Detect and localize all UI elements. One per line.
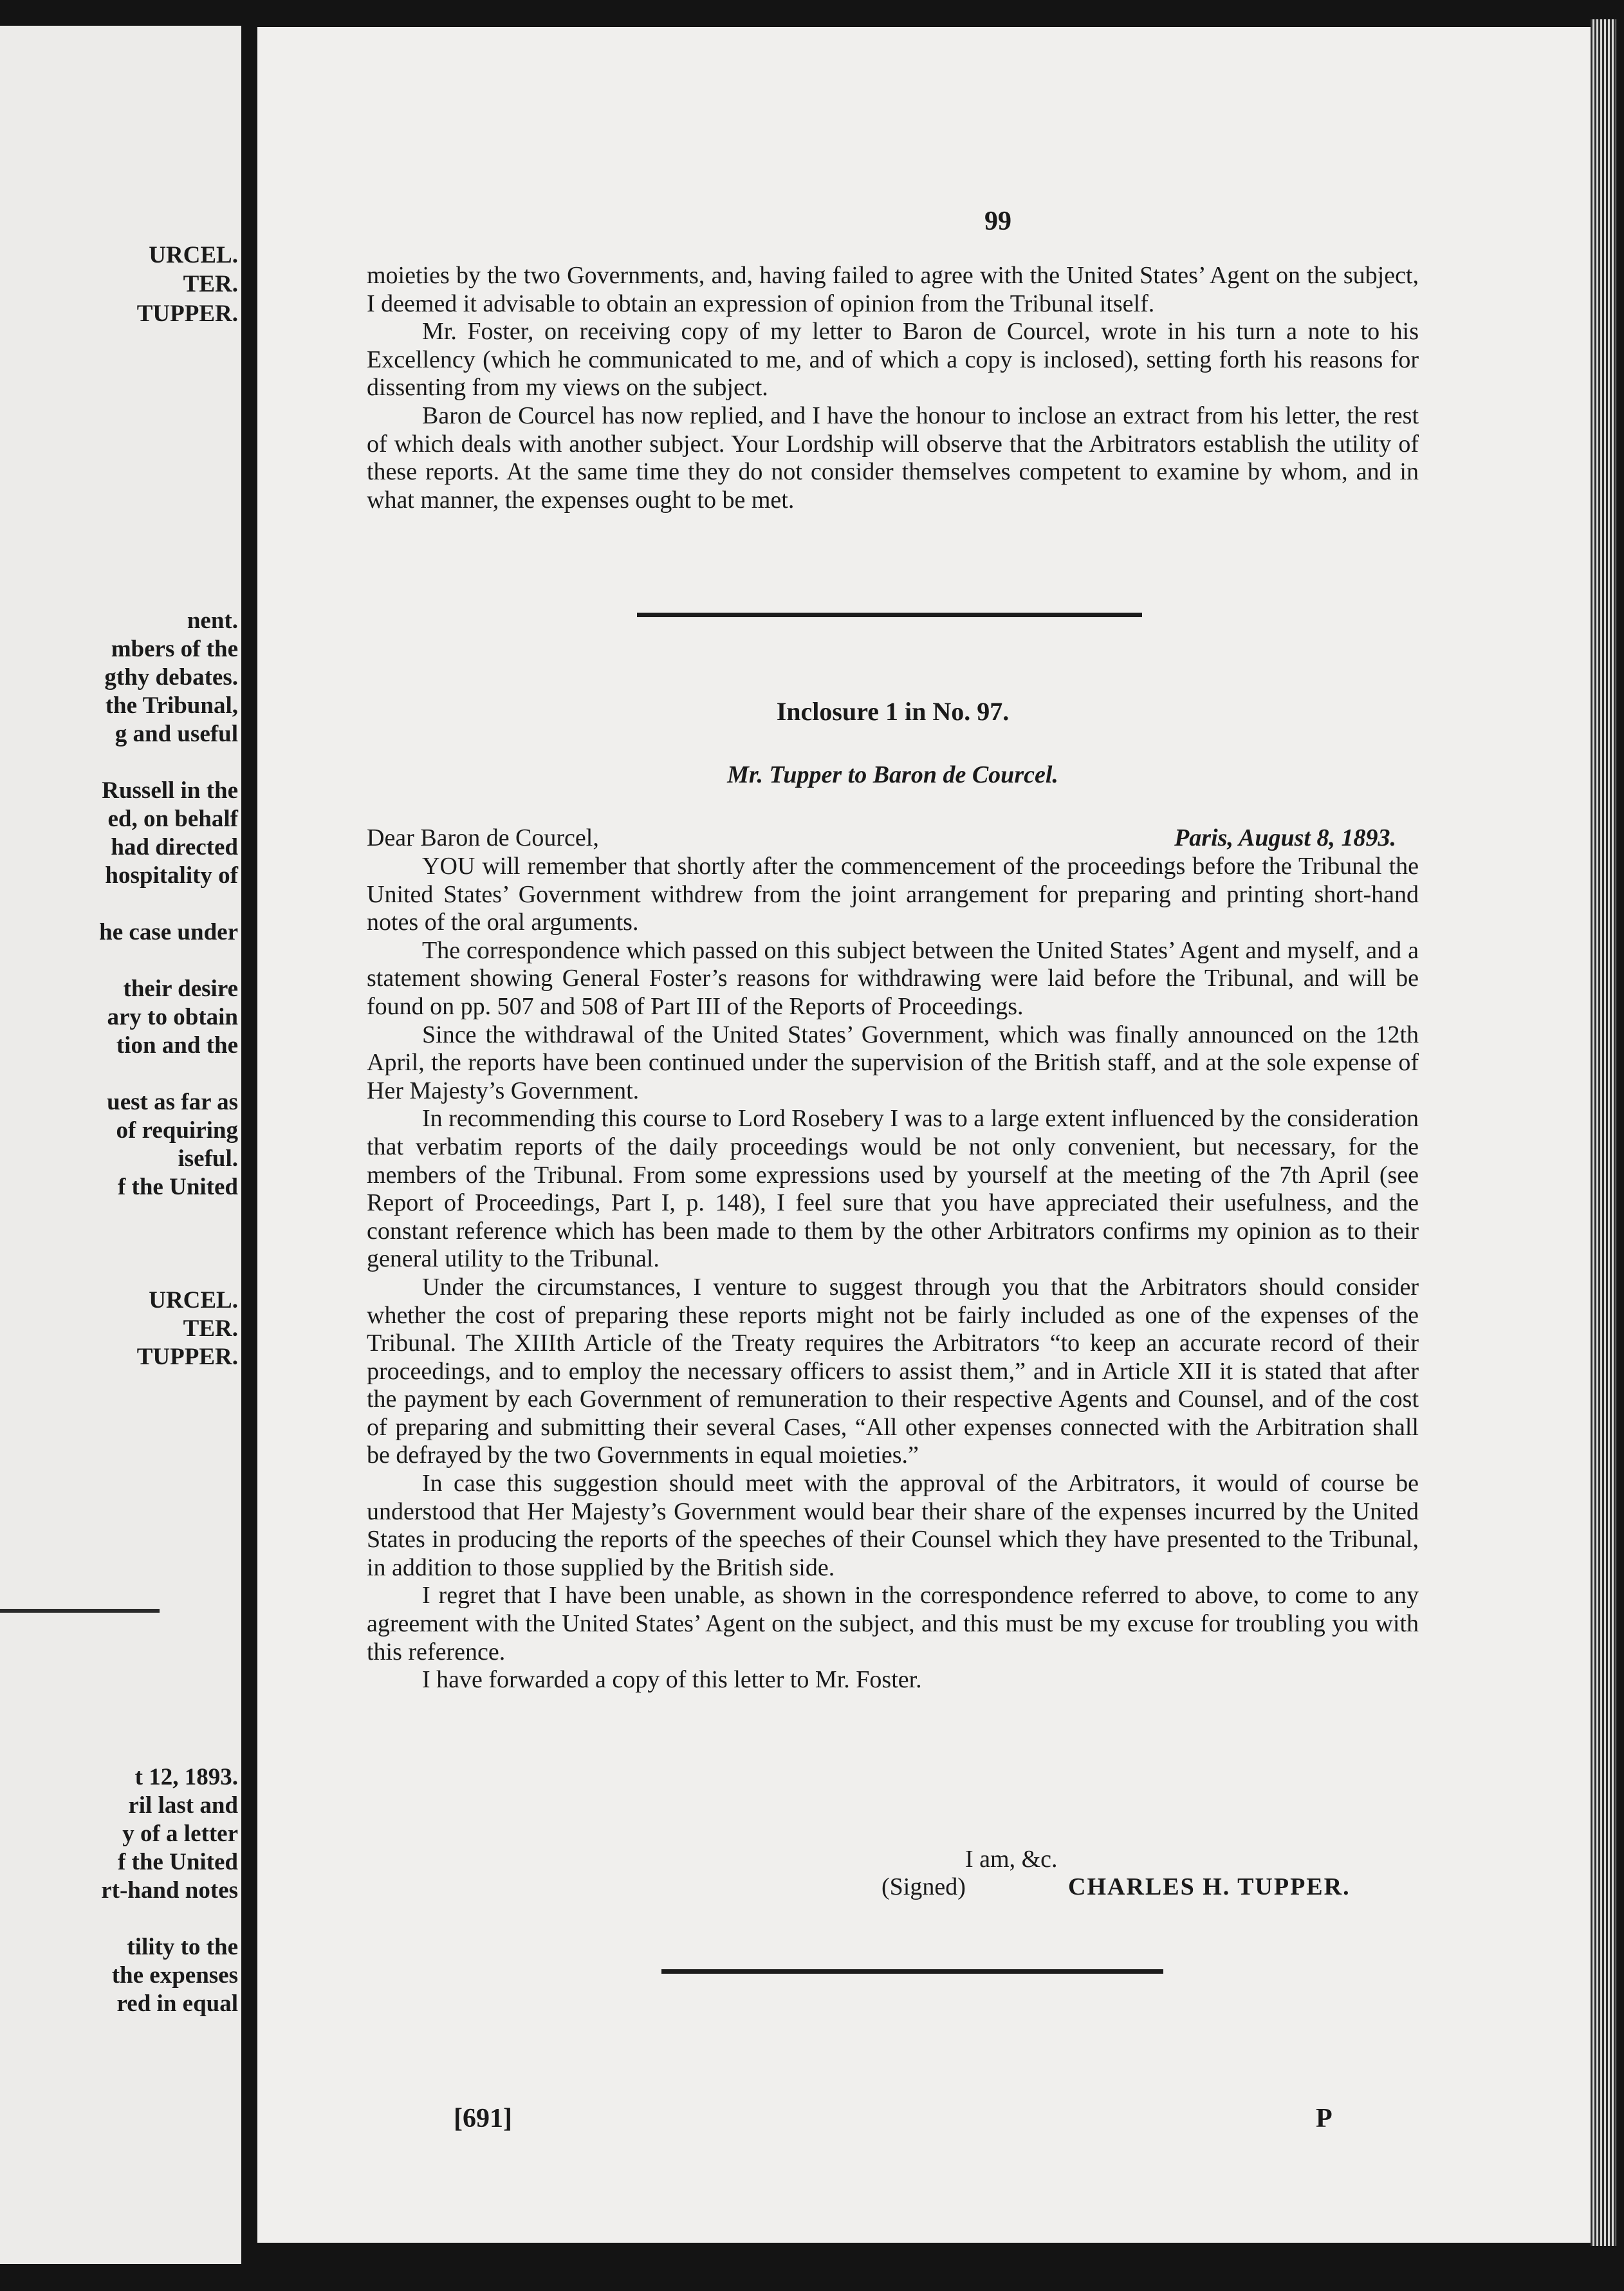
facing-page-line: tion and the bbox=[116, 1032, 238, 1059]
facing-page-line: f the United bbox=[117, 1174, 238, 1200]
facing-page-line: he case under bbox=[99, 919, 238, 945]
facing-page-line: iseful. bbox=[178, 1146, 238, 1172]
closing-divider bbox=[661, 1969, 1163, 1974]
facing-page-line: TER. bbox=[183, 271, 238, 297]
facing-page-line: ril last and bbox=[128, 1792, 238, 1819]
facing-page-line: hospitality of bbox=[105, 862, 238, 889]
letter-paragraph: The correspondence which passed on this subject between the United States’ Agent and myself, and a statement showing General Foster’s reasons for withdrawing were laid before the Tribunal, and will be found on pp. 507 and 508 of Part III of the Reports of Proceedings. bbox=[367, 936, 1419, 1020]
facing-page-fragment bbox=[0, 26, 241, 2264]
facing-page-line: the Tribunal, bbox=[105, 692, 238, 719]
facing-page-line: mbers of the bbox=[111, 636, 238, 662]
facing-page-line: g and useful bbox=[115, 721, 238, 747]
facing-page-rule bbox=[0, 1609, 160, 1613]
letter-paragraph: I regret that I have been unable, as shown in the correspondence referred to above, to come to any agreement with the United States’ Agent on the subject, and this must be my excuse for troubling you with this reference. bbox=[367, 1582, 1419, 1665]
facing-page-line: Russell in the bbox=[102, 777, 238, 804]
facing-page-line: f the United bbox=[117, 1849, 238, 1875]
facing-page-line: nent. bbox=[187, 608, 238, 634]
facing-page-line: ed, on behalf bbox=[107, 806, 238, 832]
closing: I am, &c. bbox=[965, 1846, 1058, 1873]
intro-paragraph: Mr. Foster, on receiving copy of my letter to Baron de Courcel, wrote in his turn a note to his Excellency (which he communicated to me, and of which a copy is inclosed), setting forth his reasons for dissenting from my views on the subject. bbox=[367, 318, 1419, 402]
facing-page-line: URCEL. bbox=[149, 1287, 238, 1313]
facing-page-line: had directed bbox=[111, 834, 238, 860]
letter-body bbox=[367, 853, 1419, 1694]
intro-text bbox=[367, 262, 1419, 514]
footer-signature-mark: [691] bbox=[454, 2104, 512, 2133]
letter-paragraph: In recommending this course to Lord Rosebery I was to a large extent influenced by the consideration that verbatim reports of the daily proceedings would be not only convenient, but necessary, for the members of the Tribunal. From some expressions used by yourself at the meeting of the 7th April (see Report of Proceedings, Part I, p. 148), I feel sure that you have appreciated their usefulness, and the constant reference which has been made to them by the other Arbitrators confirms my opinion as to their general utility to the Tribunal. bbox=[367, 1105, 1419, 1273]
letter-paragraph: In case this suggestion should meet with the approval of the Arbitrators, it would of course be understood that Her Majesty’s Government would bear their share of the expenses incurred by the United States in producing the reports of the speeches of their Counsel which they have presented to the Tribunal, in addition to those supplied by the British side. bbox=[367, 1470, 1419, 1581]
facing-page-line: their desire bbox=[123, 976, 238, 1002]
facing-page-line: t 12, 1893. bbox=[134, 1764, 238, 1790]
page-number: 99 bbox=[984, 207, 1011, 236]
facing-page-line: URCEL. bbox=[149, 242, 238, 268]
facing-page-line: of requiring bbox=[116, 1117, 238, 1144]
letter-paragraph: YOU will remember that shortly after the commencement of the proceedings before the Tribunal the United States’ Government withdrew from the joint arrangement for preparing and printing short-hand notes of the oral arguments. bbox=[367, 853, 1419, 936]
facing-page-line: ary to obtain bbox=[107, 1004, 238, 1030]
signed-label: (Signed) bbox=[881, 1873, 966, 1900]
letter-date: Paris, August 8, 1893. bbox=[1174, 824, 1396, 851]
letter-paragraph: I have forwarded a copy of this letter to Mr. Foster. bbox=[422, 1666, 922, 1694]
facing-page-line: y of a letter bbox=[122, 1821, 238, 1847]
facing-page-line: TUPPER. bbox=[136, 301, 238, 327]
signer-name: CHARLES H. TUPPER. bbox=[1068, 1873, 1351, 1900]
letter-paragraph: Since the withdrawal of the United States’ Government, which was finally announced on the 12th April, the reports have been continued under the supervision of the British staff, and at the sole expense of Her Majesty’s Government. bbox=[367, 1021, 1419, 1104]
section-divider bbox=[637, 613, 1142, 617]
inclosure-subheading: Mr. Tupper to Baron de Courcel. bbox=[727, 761, 1058, 788]
facing-page-line: TUPPER. bbox=[136, 1344, 238, 1370]
intro-paragraph: moieties by the two Governments, and, having failed to agree with the United States’ Agent on the subject, I deemed it advisable to obtain an expression of opinion from the Tribunal itself. bbox=[367, 262, 1419, 317]
footer-signature-letter: P bbox=[1316, 2104, 1333, 2133]
intro-paragraph: Baron de Courcel has now replied, and I have the honour to inclose an extract from his letter, the rest of which deals with another subject. Your Lordship will observe that the Arbitrators establish the utility of these reports. At the same time they do not consider themselves competent to examine by whom, and in what manner, the expenses ought to be met. bbox=[367, 402, 1419, 514]
salutation-row bbox=[367, 824, 1396, 852]
facing-page-line: TER. bbox=[183, 1315, 238, 1342]
letter-paragraph: Under the circumstances, I venture to suggest through you that the Arbitrators should consider whether the cost of preparing these reports might not be fairly included as one of the expenses of the Tribunal. The XIIIth Article of the Treaty requires the Arbitrators “to keep an accurate record of their proceedings, and to employ the necessary officers to assist them,” and in Article XII it is stated that after the payment by each Government of remuneration to their respective Agents and Counsel, and of the cost of preparing and submitting their several Cases, “All other expenses connected with the Arbitration shall be defrayed by the two Governments in equal moieties.” bbox=[367, 1273, 1419, 1469]
page-edge bbox=[1591, 19, 1616, 2246]
salutation: Dear Baron de Courcel, bbox=[367, 824, 599, 851]
facing-page-line: rt-hand notes bbox=[101, 1877, 238, 1904]
facing-page-line: the expenses bbox=[111, 1962, 238, 1989]
inclosure-heading: Inclosure 1 in No. 97. bbox=[776, 697, 1010, 726]
facing-page-line: tility to the bbox=[127, 1934, 238, 1960]
facing-page-line: gthy debates. bbox=[104, 664, 238, 691]
facing-page-line: red in equal bbox=[116, 1990, 238, 2017]
facing-page-line: uest as far as bbox=[107, 1089, 238, 1115]
document-page bbox=[257, 27, 1591, 2243]
